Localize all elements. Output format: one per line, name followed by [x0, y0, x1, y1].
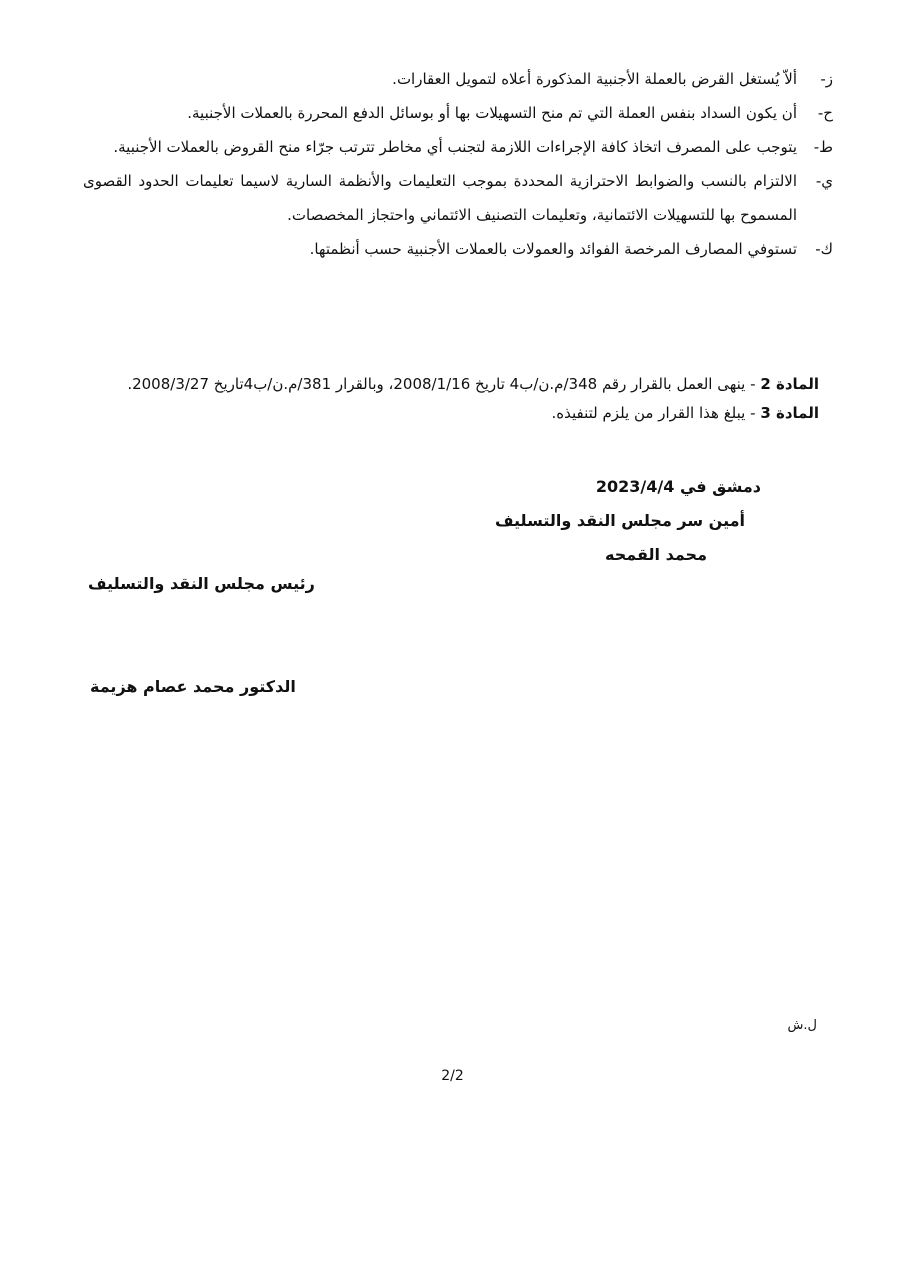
president-title: رئيس مجلس النقد والتسليف [88, 574, 315, 593]
clause-kaf [83, 232, 833, 266]
article-3 [79, 399, 819, 428]
article-title: المادة 3 [760, 404, 819, 422]
clause-text: يتوجب على المصرف اتخاذ كافة الإجراءات اللازمة لتجنب أي مخاطر تترتب جرّاء منح القروض بالعملات الأجنبية. [113, 138, 797, 156]
article-title: المادة 2 [760, 375, 819, 393]
secretary-name: محمد القمحه [605, 545, 707, 564]
clause-letter: ك- [815, 240, 833, 258]
secretary-signature-block [465, 470, 765, 572]
clause-letter: ط- [813, 138, 833, 156]
article-text: - يبلغ هذا القرار من يلزم لتنفيذه. [551, 404, 761, 422]
clause-ha [83, 96, 833, 130]
secretary-title: أمين سر مجلس النقد والتسليف [494, 511, 745, 530]
clause-letter: ز- [820, 70, 833, 88]
decision-articles [79, 370, 819, 428]
clause-ya [83, 164, 833, 232]
decision-clauses [83, 62, 833, 266]
page-number: 2/2 [441, 1068, 464, 1084]
clause-text: أن يكون السداد بنفس العملة التي تم منح التسهيلات بها أو بوسائل الدفع المحررة بالعملات الأجنبية. [187, 104, 797, 122]
place-date: دمشق في 2023/4/4 [595, 477, 761, 496]
clause-ta [83, 130, 833, 164]
clause-text: تستوفي المصارف المرخصة الفوائد والعمولات بالعملات الأجنبية حسب أنظمتها. [309, 240, 797, 258]
article-2 [79, 370, 819, 399]
president-name: الدكتور محمد عصام هزيمة [90, 677, 296, 696]
clause-text: الالتزام بالنسب والضوابط الاحترازية المحددة بموجب التعليمات والأنظمة السارية لاسيما تعليمات الحدود القصوى المسموح بها للتسهيلات الائتمانية، وتعليمات التصنيف الائتماني واحتجاز المخصصات. [83, 172, 797, 224]
clause-zay [83, 62, 833, 96]
typist-initials: ل.ش [787, 1018, 817, 1033]
clause-letter: ح- [817, 104, 833, 122]
article-text: - ينهى العمل بالقرار رقم 348/م.ن/ب4 تاريخ 2008/1/16، وبالقرار 381/م.ن/ب4تاريخ 2008/3/27. [127, 375, 761, 393]
clause-letter: ي- [815, 172, 833, 190]
clause-text: ألاّ يُستغل القرض بالعملة الأجنبية المذكورة أعلاه لتمويل العقارات. [392, 70, 797, 88]
